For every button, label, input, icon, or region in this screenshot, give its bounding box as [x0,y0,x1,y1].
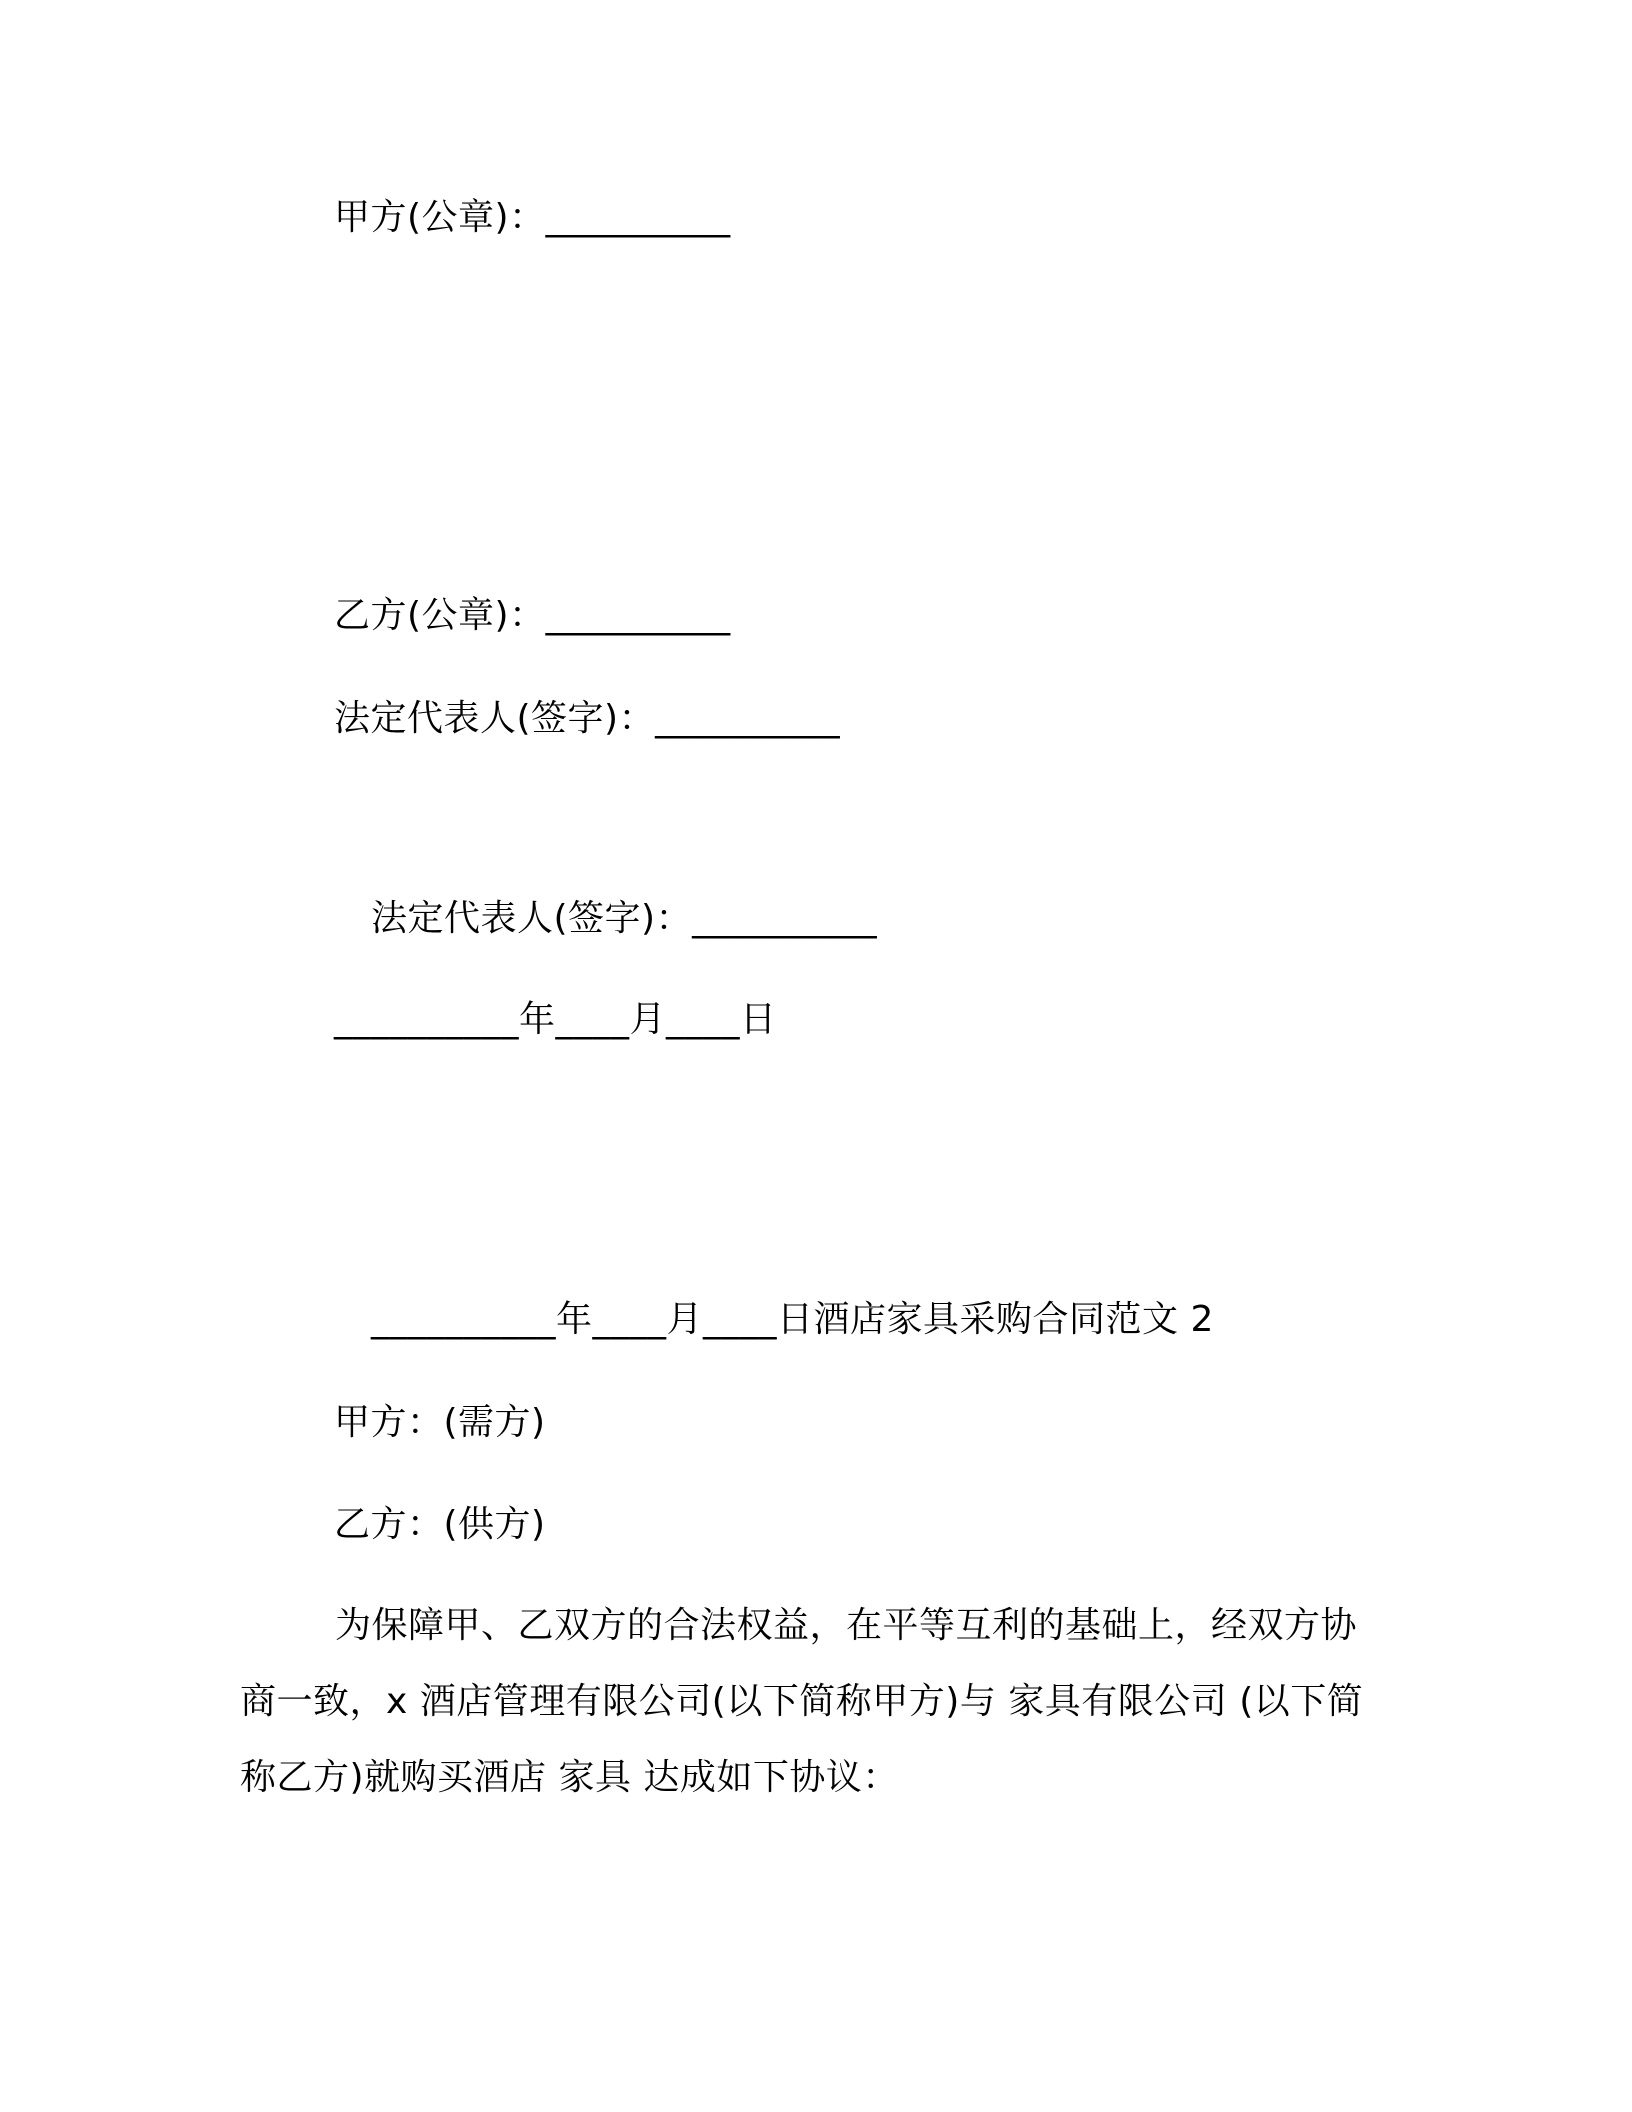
party-b-seal-line: 乙方(公章)：__________ [334,595,731,636]
party-a-seal-line: 甲方(公章)：__________ [334,197,731,238]
contract-2-title: __________年____月____日酒店家具采购合同范文 2 [371,1299,1214,1340]
signing-date-line: __________年____月____日 [334,999,777,1040]
contract-intro-paragraph: 为保障甲、乙双方的合法权益，在平等互利的基础上，经双方协商一致，x 酒店管理有限公司(以下简称甲方)与 家具有限公司 (以下简称乙方)就购买酒店 家具 达成如下协议： [240,1605,1364,1798]
party-a-buyer-line: 甲方：(需方) [334,1402,546,1443]
party-b-supplier-line: 乙方：(供方) [334,1504,546,1545]
legal-rep-signature-line-1: 法定代表人(签字)：__________ [334,698,841,739]
legal-rep-signature-line-2: 法定代表人(签字)：__________ [371,898,878,939]
